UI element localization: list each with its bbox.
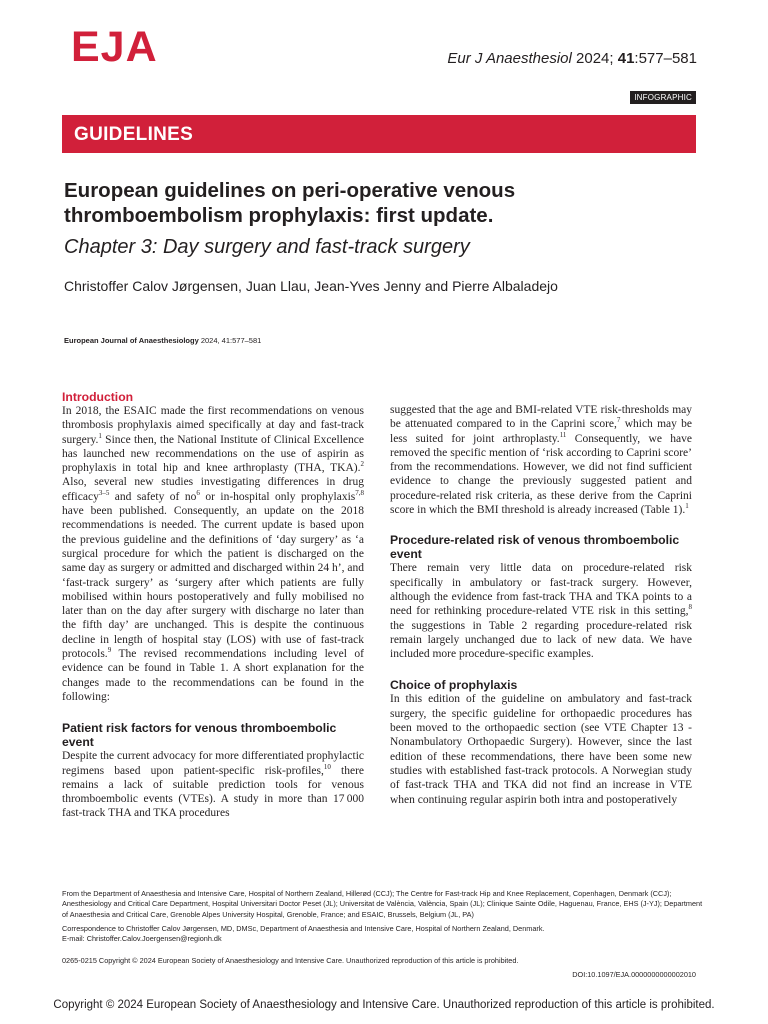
author-list: Christoffer Calov Jørgensen, Juan Llau, Jean-Yves Jenny and Pierre Albaladejo (64, 278, 558, 294)
article-subtitle: Chapter 3: Day surgery and fast-track surgery (64, 236, 470, 258)
left-column (62, 390, 364, 821)
section-banner (62, 115, 696, 153)
patient-risk-paragraph: Despite the current advocacy for more differentiated prophylactic regimens based upon patient-specific risk-profiles,$^{10}$ there remains a lack of suitable prediction tools for venous thromboembolic events (VTEs). A study in more than 17 000 fast-track THA and TKA procedures (62, 750, 364, 820)
intro-heading: Introduction (62, 390, 134, 404)
right-column (390, 403, 692, 807)
email-line: E-mail: Christoffer.Calov.Joergensen@regionh.dk (62, 934, 222, 944)
infographic-badge: INFOGRAPHIC (630, 91, 696, 104)
article-title: European guidelines on peri-operative venous thromboembolism prophylaxis: first update. (64, 179, 516, 227)
footnotes (62, 889, 706, 948)
correspondence: Correspondence to Christoffer Calov Jørgensen, MD, DMSc, Department of Anaesthesia and Intensive Care, Hospital of Northern Zealand, Denmark. (62, 923, 545, 933)
journal-citation: Eur J Anaesthesiol 2024; 41:577–581 (447, 50, 697, 67)
procedure-risk-heading: Procedure-related risk of venous thromboembolic event (390, 533, 680, 562)
doi: DOI:10.1097/EJA.0000000000002010 (572, 970, 696, 979)
caprini-paragraph: suggested that the age and BMI-related VTE risk-thresholds may be attenuated compared to in the Caprini score,$^7$ which may be less suited for joint arthroplasty.$^{11}$ Consequently, we have removed the specific mention of ‘risk according to Caprini score’ from the recommendations. However, we did not find sufficient evidence to change the previously suggested patient and procedure-related risk criteria, as these derive from the Caprini score in which the BMI threshold is already increased (Table 1).$^1$ (390, 404, 692, 517)
intro-paragraph: In 2018, the ESAIC made the first recommendations on venous thrombosis prophylaxis aimed specifically at day and fast-track surgery.$^1$ Since then, the National Institute of Clinical Excellence has launched new recommendations on the use of aspirin as prophylaxis in total hip and knee arthroplasty (THA, TKA).$^2$ Also, several new studies investigating differences in drug efficacy$^{3-5}$ and safety of $no^6$ or in-hospital only prophylaxis$^{7,8}$ have been published. Consequently, an update on the 2018 recommendations is needed. The current update is based upon the previous guideline and the definitions of ‘day surgery’ as ‘a surgical procedure for which the patient is discharged on the same day as surgery or admitted and discharged within 24 h’, and ‘fast-track surgery’ as ‘surgery after which patients are fully mobilised within hours postoperatively and fully mobilised no later than on the day after surgery with discharge no later than the fifth day’ are unchanged. This is despite the continuous decline in length of hospital stay (LOS) with use of fast-track protocols.$^9$ The revised recommendations including level of evidence can be found in Table 1. A short explanation for the changes made to the recommendations can be found in the following: (62, 405, 364, 703)
choice-paragraph: In this edition of the guideline on ambulatory and fast-track surgery, the specific guideline for orthopaedic procedures has been moved to the orthopaedic section (see VTE Chapter 13 - Nonambulatory Orthopaedic Surgery). However, since the last edition of these recommendations, there have been some new studies with established fast-track protocols. A Norwegian study of fast-track THA and TKA did not find an increase in VTE when continuing regular aspirin both intra and postoperatively (390, 693, 692, 806)
journal-reference: European Journal of Anaesthesiology 2024, 41:577–581 (64, 336, 262, 345)
copyright-line: 0265-0215 Copyright © 2024 European Society of Anaesthesiology and Intensive Care. Unauthorized reproduction of this article is prohibited. (62, 956, 519, 965)
affiliations: From the Department of Anaesthesia and Intensive Care, Hospital of Northern Zealand, Hillerød (CCJ); The Centre for Fast-track Hip and Knee Replacement, Copenhagen, Denmark (CCJ); Anesthesiology and Critical Care Department, Hospital Universitari Doctor Peset (JL); Universitat de València, València, Spain (JL); Clinique Sainte Odile, Haguenau, France, EHS (J-YJ); Department of Anaesthesia and Critical Care, Grenoble Alpes University Hospital, Grenoble, France; and ESAIC, Brussels, Belgium (JL, PA) (62, 889, 703, 919)
journal-logo: EJA (71, 23, 158, 71)
patient-risk-heading: Patient risk factors for venous thromboembolic event (62, 721, 337, 750)
procedure-risk-paragraph: There remain very little data on procedure-related risk specifically in ambulatory or fast-track surgery. However, although the evidence from fast-track THA and TKA points to a need for rethinking procedure-related VTE risk in this setting,$^8$ the suggestions in Table 2 regarding procedure-related risk remain largely unchanged due to lack of new data. We have included more procedure-specific examples. (390, 562, 692, 661)
bottom-copyright-notice: Copyright © 2024 European Society of Anaesthesiology and Intensive Care. Unauthorized reproduction of this article is prohibited. (53, 999, 715, 1011)
choice-heading: Choice of prophylaxis (390, 678, 518, 693)
section-label: GUIDELINES (74, 124, 194, 145)
